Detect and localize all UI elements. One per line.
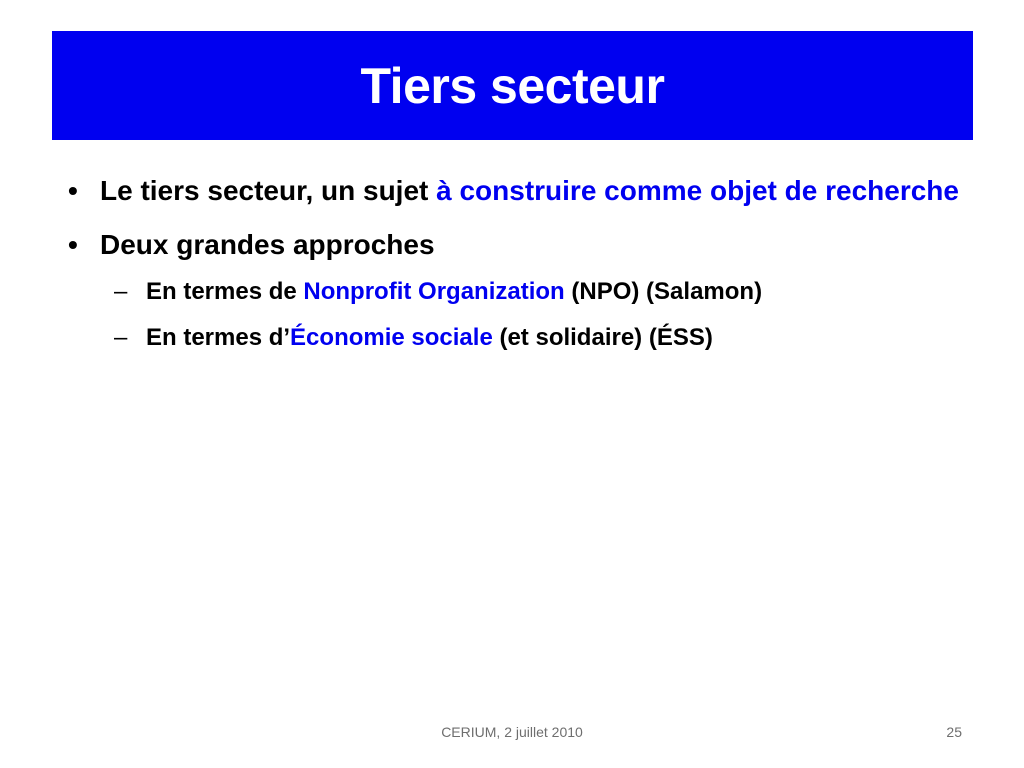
bullet-accent-text: à construire comme objet de recherche <box>436 175 959 206</box>
sub-bullet-item <box>60 274 990 310</box>
sub-bullet-item <box>60 320 990 356</box>
sub-bullet-prefix: En termes de <box>146 278 304 305</box>
sub-bullet-marker: – <box>114 278 128 305</box>
bullet-marker: • <box>68 175 78 206</box>
slide-content <box>60 170 990 366</box>
bullet-item <box>60 170 990 212</box>
bullet-text: Deux grandes approches <box>100 229 435 260</box>
bullet-item <box>60 224 990 266</box>
sub-bullet-prefix: En termes d’ <box>146 324 291 351</box>
sub-bullet-marker: – <box>114 324 128 351</box>
footer-text: CERIUM, 2 juillet 2010 <box>441 724 583 740</box>
sub-bullet-suffix: (NPO) (Salamon) <box>564 278 763 305</box>
sub-bullet-list <box>60 274 990 356</box>
page-number: 25 <box>946 724 962 740</box>
title-bar <box>52 31 973 140</box>
sub-bullet-suffix: (et solidaire) (ÉSS) <box>492 324 713 351</box>
sub-bullet-accent: Nonprofit Organization <box>303 278 565 305</box>
sub-bullet-accent: Économie sociale <box>290 324 493 351</box>
bullet-marker: • <box>68 229 78 260</box>
slide-title: Tiers secteur <box>360 57 665 114</box>
bullet-text: Le tiers secteur, un sujet <box>100 175 437 206</box>
